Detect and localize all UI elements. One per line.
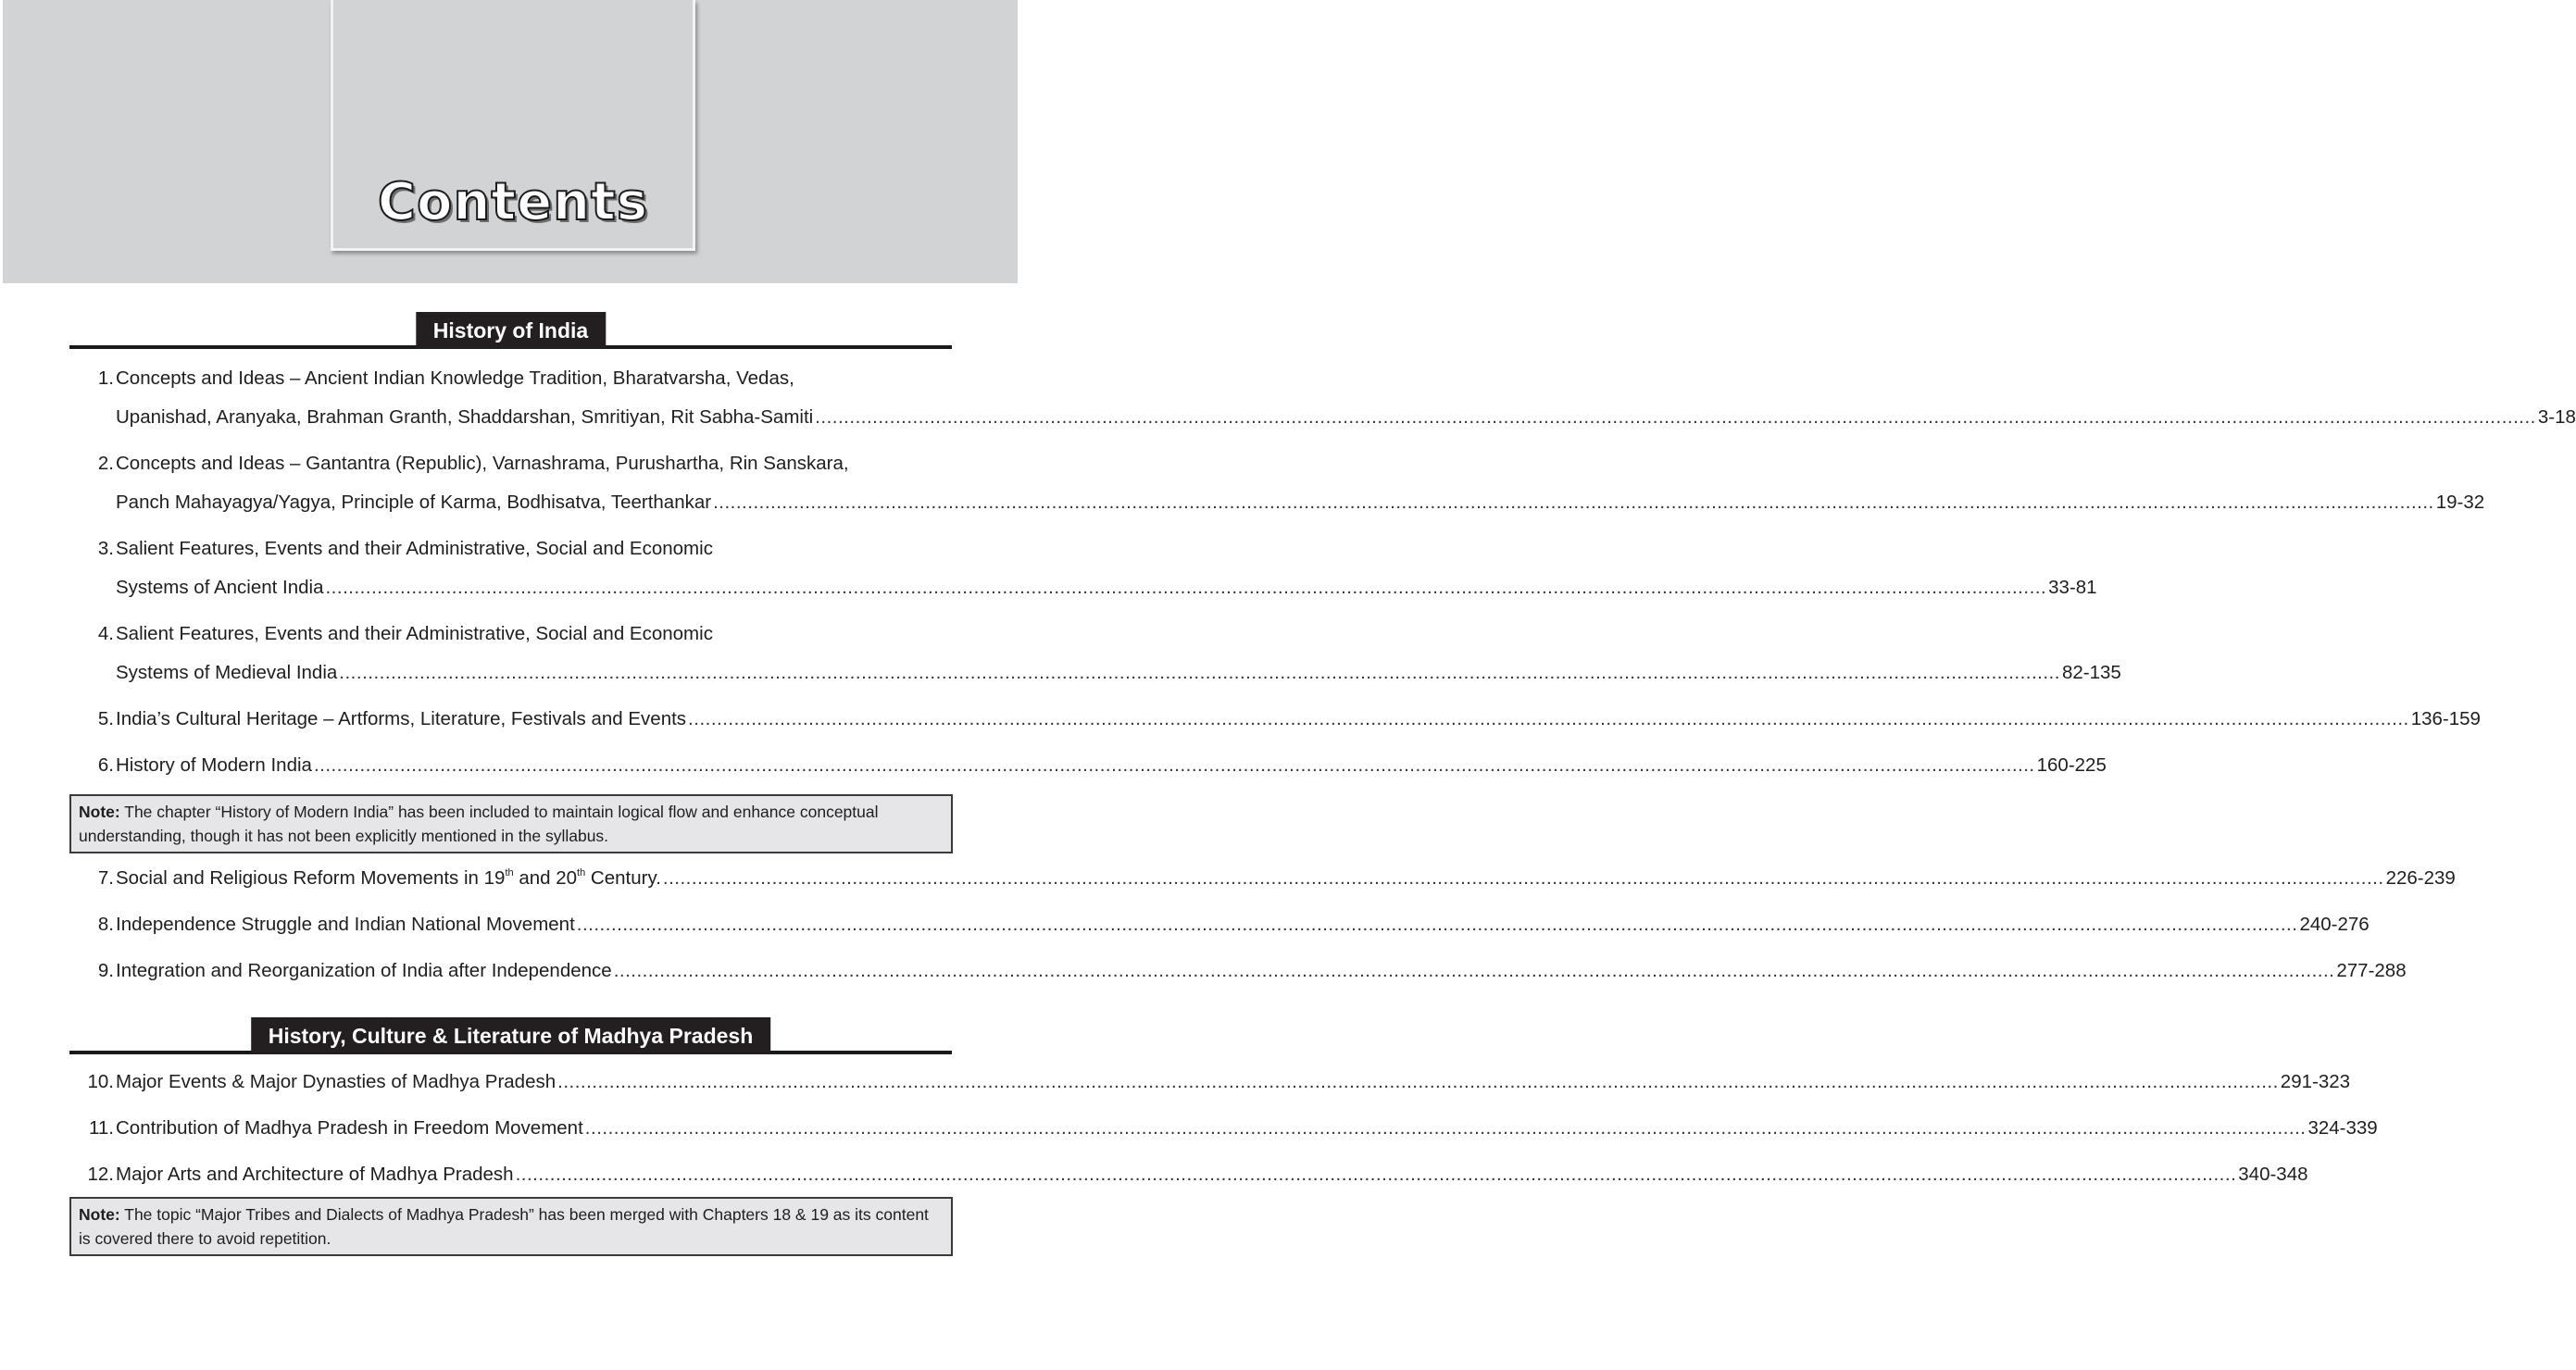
toc-entry-8[interactable] xyxy=(69,905,2370,944)
note-box xyxy=(69,1197,953,1256)
dot-leader: ............................................................................................................................................................................................................................................................................................................ xyxy=(325,577,2047,598)
entry-number: 11. xyxy=(89,1117,114,1139)
toc-entry-4[interactable] xyxy=(69,615,2121,692)
entry-title-line1: Concepts and Ideas – Gantantra (Republic), Varnashrama, Purushartha, Rin Sanskara, xyxy=(116,453,849,474)
toc-entry-12[interactable] xyxy=(69,1155,2308,1194)
entry-title: Major Arts and Architecture of Madhya Pradesh xyxy=(116,1164,514,1185)
toc-entry-3[interactable] xyxy=(69,529,2097,607)
entry-pages: 136-159 xyxy=(2410,708,2481,729)
entry-title-line2: Systems of Ancient India xyxy=(116,577,324,598)
entry-number: 12. xyxy=(87,1164,114,1185)
entry-pages: 19-32 xyxy=(2435,492,2485,513)
dot-leader: ............................................................................................................................................................................................................................................................................................................ xyxy=(339,662,2060,683)
entry-number: 9. xyxy=(97,960,114,981)
section-header-madhya-pradesh xyxy=(69,1017,952,1054)
title-box xyxy=(331,0,695,251)
dot-leader: ............................................................................................................................................................................................................................................................................................................ xyxy=(815,406,2536,428)
entry-number: 10. xyxy=(87,1071,114,1092)
toc-entry-7[interactable] xyxy=(69,859,2456,898)
entry-pages: 291-323 xyxy=(2280,1071,2351,1092)
toc-entry-1[interactable] xyxy=(69,359,2576,437)
note-box xyxy=(69,794,953,853)
dot-leader: ............................................................................................................................................................................................................................................................................................................ xyxy=(713,492,2434,513)
dot-leader: ............................................................................................................................................................................................................................................................................................................ xyxy=(515,1164,2237,1185)
entry-title-line2: Upanishad, Aranyaka, Brahman Granth, Shaddarshan, Smritiyan, Rit Sabha-Samiti xyxy=(116,406,814,428)
dot-leader: ............................................................................................................................................................................................................................................................................................................ xyxy=(662,867,2384,889)
note-text: The topic “Major Tribes and Dialects of Madhya Pradesh” has been merged with Chapters 18 & 19 as its content is covered there to avoid repetition. xyxy=(79,1205,929,1248)
entry-number: 5. xyxy=(97,708,114,729)
entry-number: 4. xyxy=(97,623,114,644)
entry-title: Integration and Reorganization of India after Independence xyxy=(116,960,612,981)
entry-title-line2: Systems of Medieval India xyxy=(116,662,338,683)
entry-number: 3. xyxy=(97,538,114,559)
toc-entry-5[interactable] xyxy=(69,700,2481,739)
dot-leader: ............................................................................................................................................................................................................................................................................................................ xyxy=(313,754,2035,776)
section-title: History, Culture & Literature of Madhya Pradesh xyxy=(251,1017,771,1054)
entry-number: 8. xyxy=(97,914,114,935)
dot-leader: ............................................................................................................................................................................................................................................................................................................ xyxy=(557,1071,2279,1092)
entry-pages: 240-276 xyxy=(2299,914,2370,935)
entry-pages: 82-135 xyxy=(2061,662,2121,683)
entry-title: Independence Struggle and Indian National Movement xyxy=(116,914,575,935)
toc-entry-6[interactable] xyxy=(69,746,2107,785)
entry-title: Contribution of Madhya Pradesh in Freedom Movement xyxy=(116,1117,583,1139)
entry-pages: 226-239 xyxy=(2385,867,2456,889)
entry-pages: 33-81 xyxy=(2048,577,2097,598)
dot-leader: ............................................................................................................................................................................................................................................................................................................ xyxy=(584,1117,2307,1139)
entry-title: Major Events & Major Dynasties of Madhya Pradesh xyxy=(116,1071,556,1092)
entry-pages: 160-225 xyxy=(2036,754,2107,776)
note-label: Note: xyxy=(79,803,120,821)
entry-title: History of Modern India xyxy=(116,754,312,776)
entry-pages: 277-288 xyxy=(2336,960,2407,981)
entry-number: 1. xyxy=(97,367,114,389)
entry-title: India’s Cultural Heritage – Artforms, Literature, Festivals and Events xyxy=(116,708,687,729)
entry-number: 2. xyxy=(97,453,114,474)
entry-title-line1: Salient Features, Events and their Administrative, Social and Economic xyxy=(116,623,713,644)
entry-pages: 3-18 xyxy=(2537,406,2576,428)
page-title: Contents xyxy=(377,172,649,232)
note-text: The chapter “History of Modern India” has been included to maintain logical flow and enhance conceptual understanding, though it has not been explicitly mentioned in the syllabus. xyxy=(79,803,879,845)
entry-title-line1: Salient Features, Events and their Administrative, Social and Economic xyxy=(116,538,713,559)
toc-entry-9[interactable] xyxy=(69,952,2407,990)
entry-pages: 340-348 xyxy=(2238,1164,2308,1185)
entry-number: 6. xyxy=(97,754,114,776)
entry-pages: 324-339 xyxy=(2307,1117,2378,1139)
dot-leader: ............................................................................................................................................................................................................................................................................................................ xyxy=(576,914,2298,935)
toc-entry-10[interactable] xyxy=(69,1063,2351,1102)
entry-title-line2: Panch Mahayagya/Yagya, Principle of Karma, Bodhisatva, Teerthankar xyxy=(116,492,712,513)
entry-number: 7. xyxy=(97,867,114,889)
toc-entry-2[interactable] xyxy=(69,444,2485,522)
dot-leader: ............................................................................................................................................................................................................................................................................................................ xyxy=(613,960,2335,981)
entry-title: Social and Religious Reform Movements in 19th and 20th Century. xyxy=(116,867,661,889)
section-title: History of India xyxy=(416,312,606,349)
section-header-history-of-india xyxy=(69,312,952,349)
dot-leader: ............................................................................................................................................................................................................................................................................................................ xyxy=(688,708,2409,729)
entry-title-line1: Concepts and Ideas – Ancient Indian Knowledge Tradition, Bharatvarsha, Vedas, xyxy=(116,367,794,389)
note-label: Note: xyxy=(79,1205,120,1224)
toc-entry-11[interactable] xyxy=(69,1109,2378,1148)
